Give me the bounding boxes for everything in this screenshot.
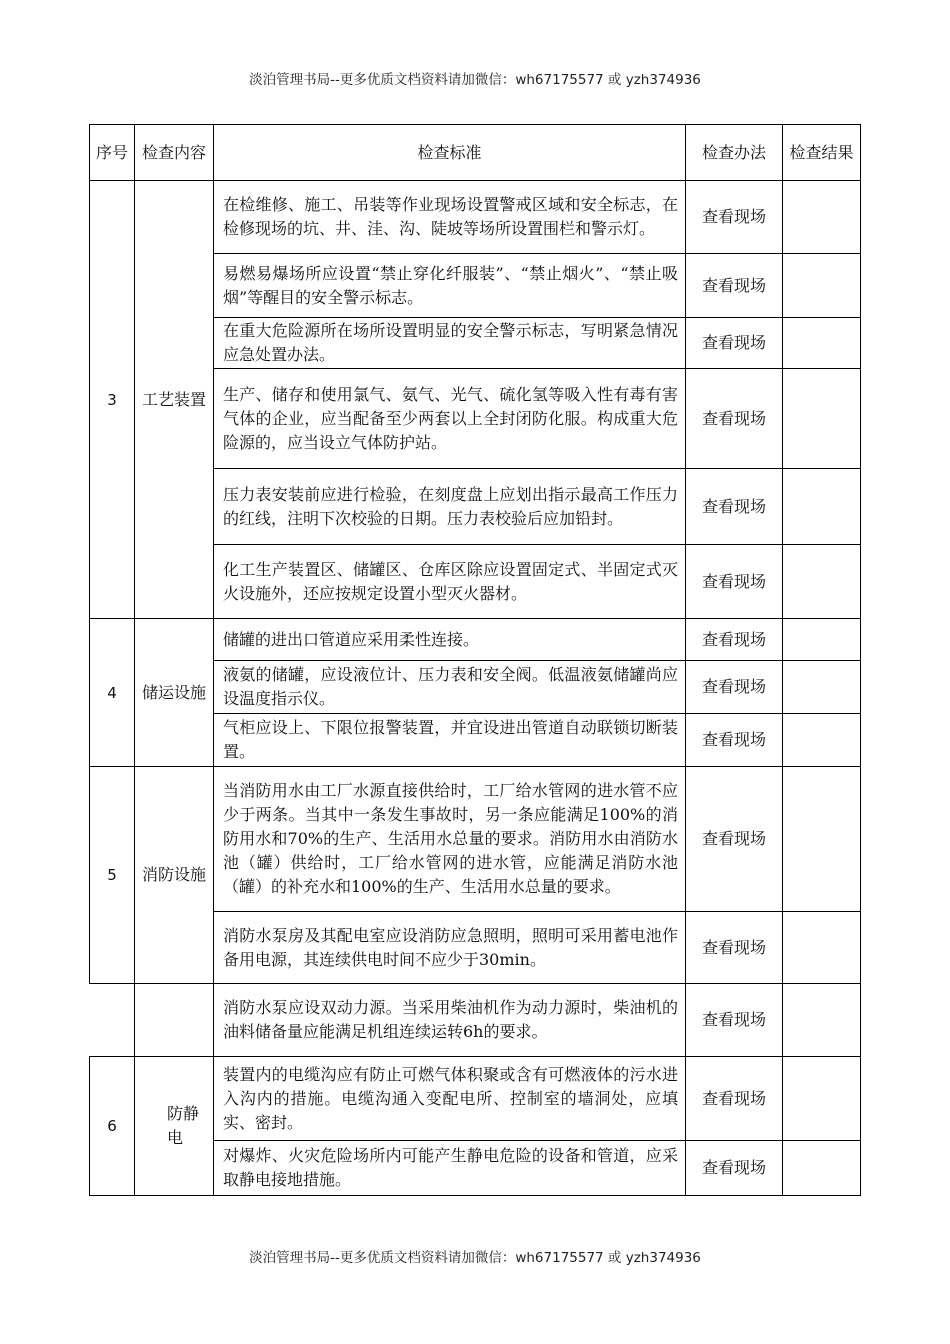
item-cell: 防静电 <box>135 1057 214 1196</box>
item-cell: 工艺装置 <box>135 181 214 619</box>
item-cell-empty <box>135 984 214 1057</box>
method-cell: 查看现场 <box>686 984 783 1057</box>
method-cell: 查看现场 <box>686 767 783 912</box>
result-cell[interactable] <box>783 369 861 469</box>
inspection-table <box>89 124 861 1196</box>
method-cell: 查看现场 <box>686 661 783 714</box>
result-cell[interactable] <box>783 912 861 984</box>
method-cell: 查看现场 <box>686 545 783 619</box>
item-cell: 储运设施 <box>135 619 214 767</box>
standard-cell: 生产、储存和使用氯气、氨气、光气、硫化氢等吸入性有毒有害气体的企业，应当配备至少两套以上全封闭防化服。构成重大危险源的，应当设立气体防护站。 <box>214 369 686 469</box>
seq-cell: 4 <box>90 619 135 767</box>
table-row <box>90 984 861 1057</box>
seq-cell: 6 <box>90 1057 135 1196</box>
standard-cell: 消防水泵房及其配电室应设消防应急照明，照明可采用蓄电池作备用电源，其连续供电时间不应少于30min。 <box>214 912 686 984</box>
standard-cell: 装置内的电缆沟应有防止可燃气体积聚或含有可燃液体的污水进入沟内的措施。电缆沟通入变配电所、控制室的墙洞处，应填实、密封。 <box>214 1057 686 1141</box>
seq-cell: 5 <box>90 767 135 984</box>
table-row <box>90 619 861 661</box>
standard-cell: 气柜应设上、下限位报警装置，并宜设进出管道自动联锁切断装置。 <box>214 714 686 767</box>
result-cell[interactable] <box>783 181 861 254</box>
method-cell: 查看现场 <box>686 254 783 318</box>
method-cell: 查看现场 <box>686 619 783 661</box>
result-cell[interactable] <box>783 1057 861 1141</box>
table-row <box>90 1057 861 1141</box>
seq-cell: 3 <box>90 181 135 619</box>
method-cell: 查看现场 <box>686 469 783 545</box>
method-cell: 查看现场 <box>686 181 783 254</box>
method-cell: 查看现场 <box>686 1141 783 1196</box>
col-header-item: 检查内容 <box>135 125 214 181</box>
standard-cell: 压力表安装前应进行检验，在刻度盘上应划出指示最高工作压力的红线，注明下次校验的日期。压力表校验后应加铅封。 <box>214 469 686 545</box>
col-header-method: 检查办法 <box>686 125 783 181</box>
table-row <box>90 181 861 254</box>
result-cell[interactable] <box>783 1141 861 1196</box>
result-cell[interactable] <box>783 661 861 714</box>
standard-cell: 化工生产装置区、储罐区、仓库区除应设置固定式、半固定式灭火设施外，还应按规定设置小型灭火器材。 <box>214 545 686 619</box>
method-cell: 查看现场 <box>686 318 783 369</box>
col-header-result: 检查结果 <box>783 125 861 181</box>
page-footer: 淡泊管理书局--更多优质文档资料请加微信：wh67175577 或 yzh374936 <box>249 1250 701 1266</box>
col-header-seq: 序号 <box>90 125 135 181</box>
method-cell: 查看现场 <box>686 714 783 767</box>
standard-cell: 液氨的储罐，应设液位计、压力表和安全阀。低温液氨储罐尚应设温度指示仪。 <box>214 661 686 714</box>
result-cell[interactable] <box>783 767 861 912</box>
header-row <box>90 125 861 181</box>
result-cell[interactable] <box>783 469 861 545</box>
method-cell: 查看现场 <box>686 369 783 469</box>
seq-cell-empty <box>90 984 135 1057</box>
method-cell: 查看现场 <box>686 912 783 984</box>
col-header-standard: 检查标准 <box>214 125 686 181</box>
result-cell[interactable] <box>783 714 861 767</box>
table-row <box>90 767 861 912</box>
standard-cell: 对爆炸、火灾危险场所内可能产生静电危险的设备和管道，应采取静电接地措施。 <box>214 1141 686 1196</box>
result-cell[interactable] <box>783 318 861 369</box>
page-header: 淡泊管理书局--更多优质文档资料请加微信：wh67175577 或 yzh374936 <box>249 72 701 88</box>
result-cell[interactable] <box>783 254 861 318</box>
result-cell[interactable] <box>783 619 861 661</box>
method-cell: 查看现场 <box>686 1057 783 1141</box>
result-cell[interactable] <box>783 545 861 619</box>
standard-cell: 在重大危险源所在场所设置明显的安全警示标志，写明紧急情况应急处置办法。 <box>214 318 686 369</box>
standard-cell: 当消防用水由工厂水源直接供给时，工厂给水管网的进水管不应少于两条。当其中一条发生事故时，另一条应能满足100%的消防用水和70%的生产、生活用水总量的要求。消防用水由消防水池（罐）供给时，工厂给水管网的进水管，应能满足消防水池（罐）的补充水和100%的生产、生活用水总量的要求。 <box>214 767 686 912</box>
standard-cell: 在检维修、施工、吊装等作业现场设置警戒区域和安全标志，在检修现场的坑、井、洼、沟、陡坡等场所设置围栏和警示灯。 <box>214 181 686 254</box>
standard-cell: 储罐的进出口管道应采用柔性连接。 <box>214 619 686 661</box>
standard-cell: 易燃易爆场所应设置“禁止穿化纤服装”、“禁止烟火”、“禁止吸烟”等醒目的安全警示标志。 <box>214 254 686 318</box>
item-cell: 消防设施 <box>135 767 214 984</box>
result-cell[interactable] <box>783 984 861 1057</box>
standard-cell: 消防水泵应设双动力源。当采用柴油机作为动力源时，柴油机的油料储备量应能满足机组连续运转6h的要求。 <box>214 984 686 1057</box>
